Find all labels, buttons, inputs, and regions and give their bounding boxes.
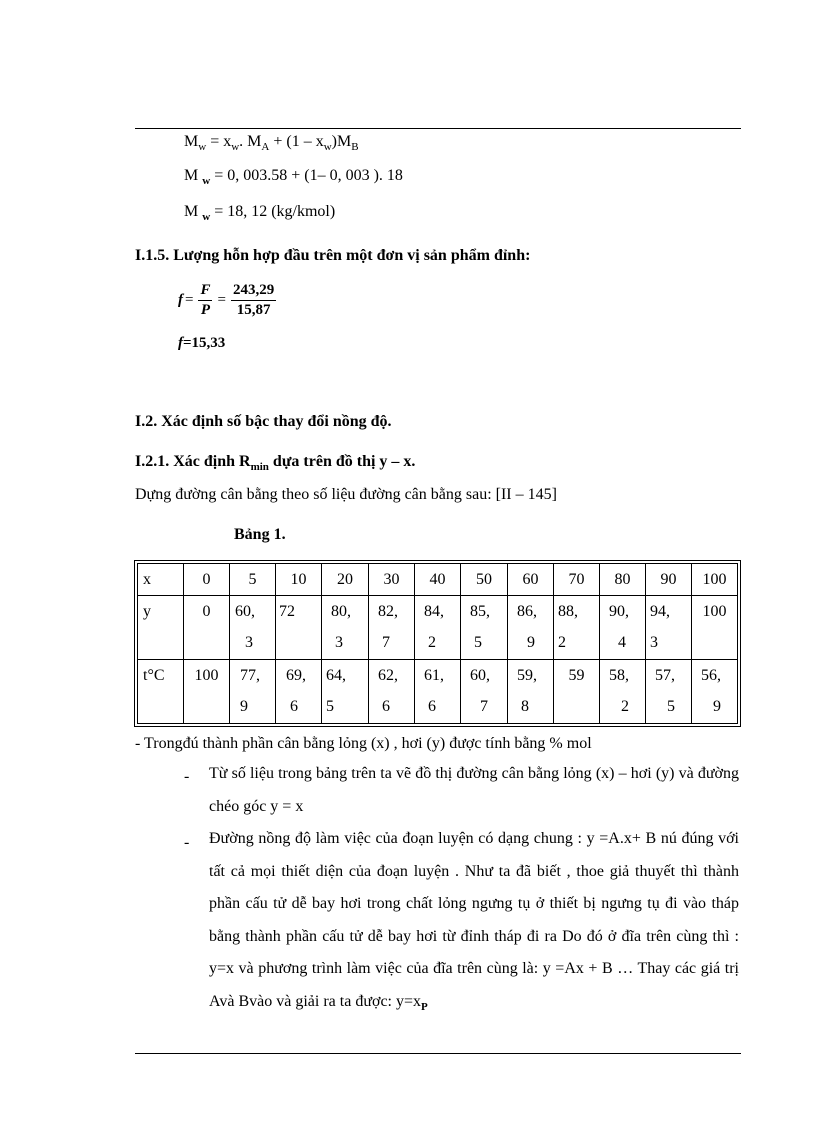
cell: 70 (554, 564, 600, 596)
cell: 60, 3 (230, 596, 276, 660)
row-label-temperature: t°C (138, 660, 184, 724)
cell: 69, 6 (276, 660, 322, 724)
cell: 61, 6 (415, 660, 461, 724)
bullet-text-2: Đường nồng độ làm việc của đoạn luyện có dạng chung : y =A.x+ B nú đúng với tất cả mọi thiết diện của đoạn luyện . Như ta đã biết , thoe giả thuyết thì thành phần cấu tử dễ bay hơi trong chất lỏng ngưng tụ ở thiết bị ngưng tụ đi vào tháp bằng thành phần cấu tử dễ bay hơi từ đỉnh tháp đi ra Do đó ở đĩa trên cùng thì : y=x và phương trình làm việc của đĩa trên cùng là: y =Ax + B … Thay các giá trị Avà Bvào và giải ra ta được: $y=x_P$ (209, 830, 739, 1013)
table-row-y (138, 596, 738, 660)
cell: 5 (230, 564, 276, 596)
cell: 100 (692, 564, 738, 596)
header-rule (135, 128, 741, 129)
cell: 40 (415, 564, 461, 596)
cell: 100 (184, 660, 230, 724)
equation-mw-substituted: M $_w$ = 0, 003.58 + (1– 0, 003 ). 18 (184, 167, 403, 187)
cell: 82, 7 (369, 596, 415, 660)
cell: 85, 5 (461, 596, 508, 660)
section-heading-1-2: I.2. Xác định số bậc thay đổi nồng độ. (135, 413, 392, 430)
equilibrium-table (137, 563, 738, 724)
cell: 77, 9 (230, 660, 276, 724)
cell: 72 (276, 596, 322, 660)
equation-mw-general: $M_w = x_w$. $M_A + (1 - x_w)M_B$ (184, 133, 359, 153)
cell: 64, 5 (322, 660, 369, 724)
cell: 20 (322, 564, 369, 596)
cell: 90, 4 (600, 596, 646, 660)
cell: 94, 3 (646, 596, 692, 660)
cell: 60, 7 (461, 660, 508, 724)
bullet-dash-2: - (184, 834, 190, 851)
feed-ratio-formula: f = $\frac{F}{P}$ = $\frac{243,29}{15,87}$ f=15,33 (178, 282, 279, 352)
cell: 59, 8 (508, 660, 554, 724)
cell: 58, 2 (600, 660, 646, 724)
row-label-x: x (138, 564, 184, 596)
bullet-text-1: Từ số liệu trong bảng trên ta vẽ đồ thị đường cân bằng lỏng (x) – hơi (y) và đường chéo góc y = x (209, 765, 739, 815)
row-label-y: y (138, 596, 184, 660)
cell: 56, 9 (692, 660, 738, 724)
cell: 0 (184, 564, 230, 596)
feed-ratio-result: f=15,33 (178, 335, 226, 351)
footer-rule (135, 1053, 741, 1054)
cell: 0 (184, 596, 230, 660)
cell: 50 (461, 564, 508, 596)
bullet-dash-1: - (184, 768, 190, 785)
section-heading-1-1-5: I.1.5. Lượng hỗn hợp đầu trên một đơn vị sản phẩm đỉnh: (135, 247, 531, 264)
cell: 30 (369, 564, 415, 596)
cell: 88, 2 (554, 596, 600, 660)
intro-text: Dựng đường cân bằng theo số liệu đường cân bằng sau: [II – 145] (135, 486, 557, 503)
cell: 57, 5 (646, 660, 692, 724)
cell: 60 (508, 564, 554, 596)
section-heading-1-2-1: I.2.1. Xác định $R_{min}$ dựa trên đồ thị y – x. (135, 453, 416, 473)
cell: 84, 2 (415, 596, 461, 660)
table-note: - Trongđú thành phần cân bằng lỏng (x) , hơi (y) được tính bằng % mol (135, 735, 592, 752)
cell: 10 (276, 564, 322, 596)
cell: 86, 9 (508, 596, 554, 660)
cell: 80, 3 (322, 596, 369, 660)
table-row-temperature (138, 660, 738, 724)
cell: 80 (600, 564, 646, 596)
cell: 100 (692, 596, 738, 660)
cell: 62, 6 (369, 660, 415, 724)
cell: 59 (554, 660, 600, 724)
table-row-x (138, 564, 738, 596)
equation-mw-result: M $_w$ = 18, 12 (kg/kmol) (184, 203, 336, 223)
cell: 90 (646, 564, 692, 596)
table-caption: Bảng 1. (234, 526, 286, 543)
